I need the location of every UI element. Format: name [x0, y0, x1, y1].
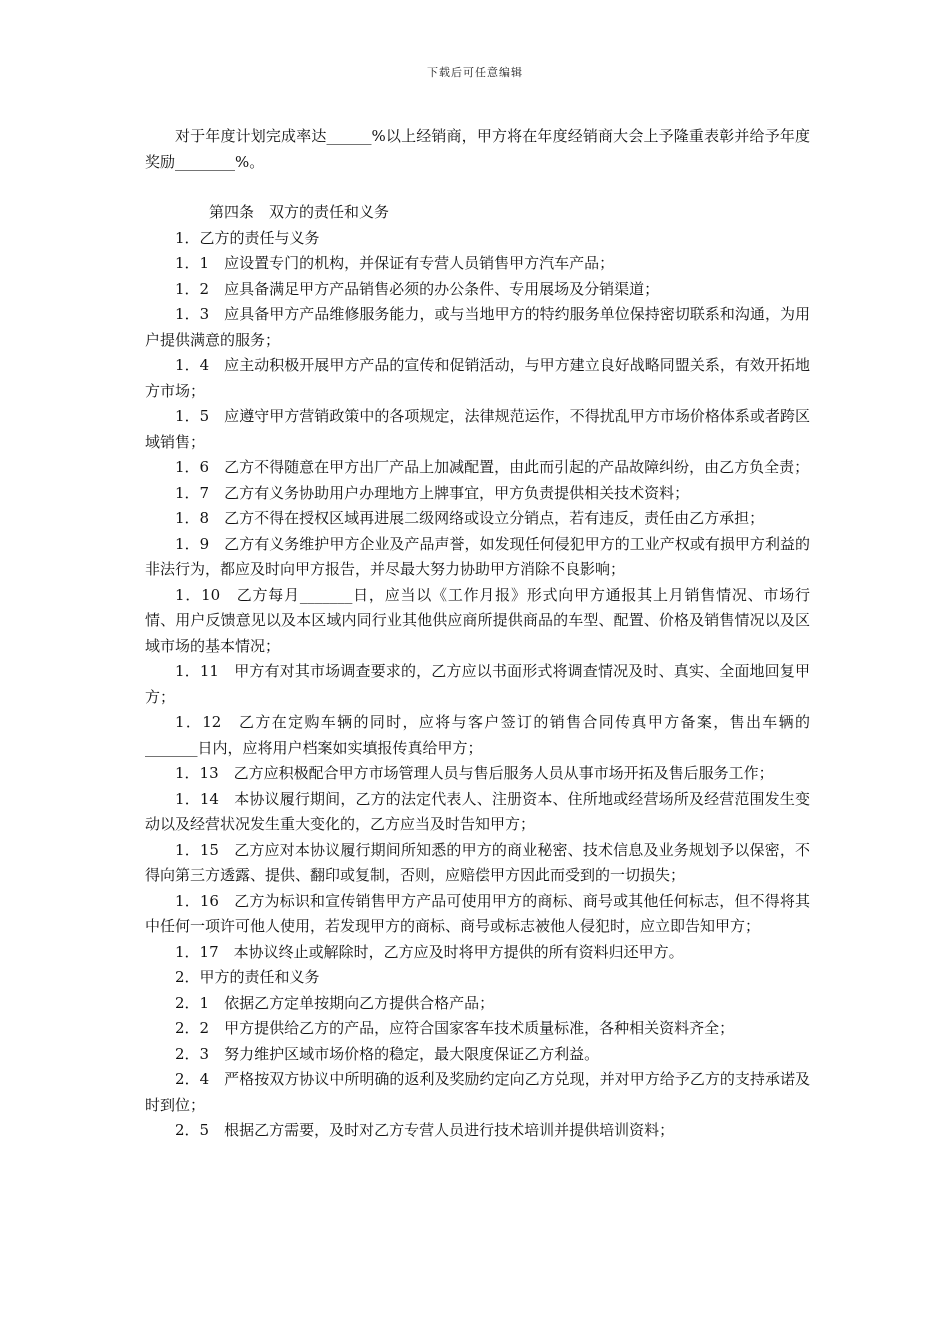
clause-1-4: 1．4 应主动积极开展甲方产品的宣传和促销活动，与甲方建立良好战略同盟关系，有效开拓地方市场；	[145, 356, 810, 400]
intro-paragraph: 对于年度计划完成率达______%以上经销商，甲方将在年度经销商大会上予隆重表彰并给予年度奖励________%。	[145, 127, 810, 171]
clause-1-3: 1．3 应具备甲方产品维修服务能力，或与当地甲方的特约服务单位保持密切联系和沟通，为用户提供满意的服务；	[145, 305, 810, 349]
clause-1-13: 1．13 乙方应积极配合甲方市场管理人员与售后服务人员从事市场开拓及售后服务工作；	[175, 764, 774, 782]
page-header-note: 下载后可任意编辑	[427, 66, 523, 79]
clause-1-10: 1．10 乙方每月_______日，应当以《工作月报》形式向甲方通报其上月销售情况、市场行情、用户反馈意见以及本区域内同行业其他供应商所提供商品的车型、配置、价格及销售情况以及区域市场的基本情况；	[145, 585, 810, 655]
clause-2-2: 2．2 甲方提供给乙方的产品，应符合国家客车技术质量标准，各种相关资料齐全；	[175, 1019, 735, 1037]
clause-1-12: 1．12 乙方在定购车辆的同时，应将与客户签订的销售合同传真甲方备案，售出车辆的_______日内，应将用户档案如实填报传真给甲方；	[145, 713, 810, 757]
section-heading-party-b: 1．乙方的责任与义务	[175, 228, 320, 247]
clause-2-5: 2．5 根据乙方需要，及时对乙方专营人员进行技术培训并提供培训资料；	[175, 1121, 675, 1139]
clause-1-17: 1．17 本协议终止或解除时，乙方应及时将甲方提供的所有资料归还甲方。	[175, 942, 684, 961]
clause-2-4: 2．4 严格按双方协议中所明确的返利及奖励约定向乙方兑现，并对甲方给予乙方的支持承诺及时到位；	[145, 1070, 810, 1114]
paragraph-gap	[145, 175, 810, 200]
clause-1-1: 1．1 应设置专门的机构，并保证有专营人员销售甲方汽车产品；	[175, 254, 615, 272]
clause-1-5: 1．5 应遵守甲方营销政策中的各项规定，法律规范运作，不得扰乱甲方市场价格体系或者跨区域销售；	[145, 407, 810, 451]
clause-1-11: 1．11 甲方有对其市场调查要求的，乙方应以书面形式将调查情况及时、真实、全面地回复甲方；	[145, 662, 810, 706]
clause-1-9: 1．9 乙方有义务维护甲方企业及产品声誉，如发现任何侵犯甲方的工业产权或有损甲方利益的非法行为，都应及时向甲方报告，并尽最大努力协助甲方消除不良影响；	[145, 534, 810, 578]
clause-2-3: 2．3 努力维护区域市场价格的稳定，最大限度保证乙方利益。	[175, 1044, 600, 1063]
clause-1-14: 1．14 本协议履行期间，乙方的法定代表人、注册资本、住所地或经营场所及经营范围发生变动以及经营状况发生重大变化的，乙方应当及时告知甲方；	[145, 789, 810, 833]
clause-1-2: 1．2 应具备满足甲方产品销售必须的办公条件、专用展场及分销渠道；	[175, 279, 660, 298]
article-title: 第四条 双方的责任和义务	[209, 203, 390, 221]
clause-1-15: 1．15 乙方应对本协议履行期间所知悉的甲方的商业秘密、技术信息及业务规划予以保密，不得向第三方透露、提供、翻印或复制，否则，应赔偿甲方因此而受到的一切损失；	[145, 840, 810, 884]
clause-1-6: 1．6 乙方不得随意在甲方出厂产品上加减配置，由此而引起的产品故障纠纷，由乙方负全责；	[175, 458, 810, 476]
clause-1-8: 1．8 乙方不得在授权区域再进展二级网络或设立分销点，若有违反，责任由乙方承担；	[175, 509, 765, 527]
document-body	[145, 124, 810, 1144]
clause-1-16: 1．16 乙方为标识和宣传销售甲方产品可使用甲方的商标、商号或其他任何标志，但不得将其中任何一项许可他人使用，若发现甲方的商标、商号或标志被他人侵犯时，应立即告知甲方；	[145, 891, 810, 935]
clause-2-1: 2．1 依据乙方定单按期向乙方提供合格产品；	[175, 993, 495, 1012]
clause-1-7: 1．7 乙方有义务协助用户办理地方上牌事宜，甲方负责提供相关技术资料；	[175, 483, 690, 502]
section-heading-party-a: 2．甲方的责任和义务	[175, 968, 320, 986]
